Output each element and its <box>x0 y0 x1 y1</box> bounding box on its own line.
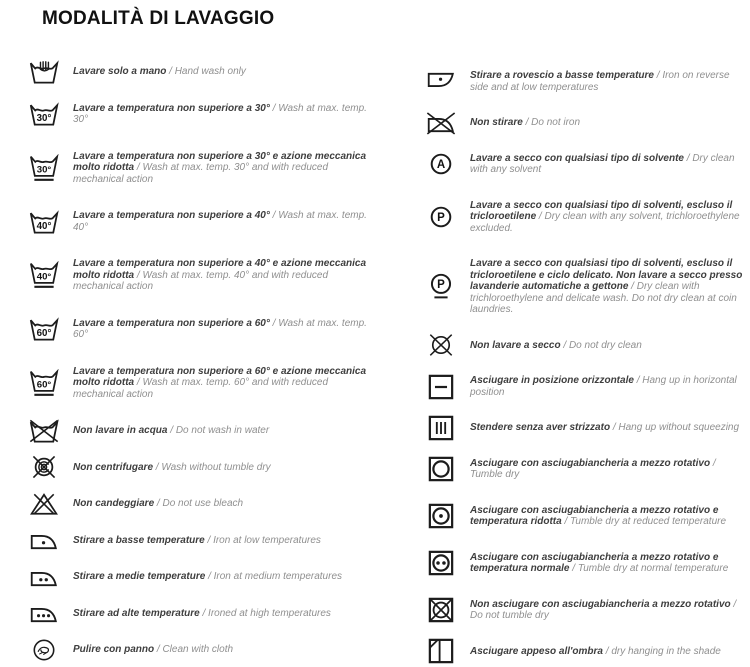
row-dry-clean-p-delicate <box>424 248 750 326</box>
label-italian: Stirare a medie temperature <box>73 571 205 582</box>
row-tumble-dry-normal <box>424 542 750 585</box>
right-column <box>424 60 750 667</box>
wash-temp-label: 40° <box>37 221 52 232</box>
label-italian: Lavare a temperatura non superiore a 40° <box>73 210 270 221</box>
row-dry-clean-any-solvent <box>424 143 750 186</box>
label-english: / Do not dry clean <box>563 340 641 351</box>
tumble-dry-low-icon <box>424 503 458 529</box>
label-italian: Stirare ad alte temperature <box>73 608 200 619</box>
do-not-tumble-dry-icon <box>424 597 458 623</box>
label-english: / Dry clean with any solvent <box>470 153 735 176</box>
label-english: / Do not iron <box>526 117 580 128</box>
label-english: / Do not wash in water <box>170 425 269 436</box>
hand-wash-icon <box>27 60 61 84</box>
do-not-iron-icon <box>424 111 458 135</box>
label-english: / Dry clean with any solvent, trichloroethylene excluded. <box>470 211 740 234</box>
iron-low-icon <box>27 528 61 552</box>
row-tumble-dry-low <box>424 495 750 538</box>
dry-clean-p-icon <box>424 204 458 230</box>
tumble-dry-icon <box>424 456 458 482</box>
label-english: / Iron on reverse side and at low temperatures <box>470 70 730 93</box>
tumble-dry-normal-icon <box>424 550 458 576</box>
wash-40-icon <box>27 210 61 234</box>
label-italian: Lavare a temperatura non superiore a 60° e azione meccanica molto ridotta <box>73 366 366 389</box>
row-dry-flat <box>424 365 750 408</box>
solvent-letter: P <box>437 212 445 224</box>
do-not-wash-icon <box>27 419 61 443</box>
label-italian: Stendere senza aver strizzato <box>470 422 610 433</box>
label-italian: Lavare a temperatura non superiore a 60° <box>73 318 270 329</box>
dry-clean-any-solvent-icon <box>424 151 458 177</box>
label-english: / Dry clean with trichloroethylene and delicate wash. Do not dry clean at coin laundries. <box>470 281 737 315</box>
row-hand-wash <box>27 56 379 88</box>
wash-30-icon <box>27 102 61 126</box>
clean-with-cloth-icon <box>27 638 61 662</box>
label-english: / Iron at medium temperatures <box>208 571 342 582</box>
label-italian: Non lavare in acqua <box>73 425 167 436</box>
row-dry-in-shade <box>424 636 750 667</box>
row-do-not-tumble-dry <box>424 589 750 632</box>
label-italian: Lavare a temperatura non superiore a 30° <box>73 103 270 114</box>
solvent-letter: P <box>437 279 445 291</box>
label-italian: Lavare a temperatura non superiore a 40° e azione meccanica molto ridotta <box>73 258 366 281</box>
label-english: / Iron at low temperatures <box>208 535 321 546</box>
label-italian: Asciugare appeso all'ombra <box>470 646 603 657</box>
label-english: / Wash at max. temp. 60° and with reduced mechanical action <box>73 377 328 400</box>
do-not-bleach-icon <box>27 492 61 516</box>
row-wash-60 <box>27 308 379 351</box>
label-italian: Lavare a temperatura non superiore a 30° e azione meccanica molto ridotta <box>73 151 366 174</box>
page-title: MODALITÀ DI LAVAGGIO <box>42 8 274 30</box>
label-english: / Hang up in horizontal position <box>470 375 737 398</box>
row-iron-low <box>27 525 379 557</box>
label-italian: Non stirare <box>470 117 523 128</box>
label-italian: Non lavare a secco <box>470 340 561 351</box>
wash-40-reduced-icon <box>27 261 61 289</box>
solvent-letter: A <box>437 159 446 171</box>
row-dry-clean-p <box>424 190 750 245</box>
left-column <box>27 56 379 666</box>
iron-medium-icon <box>27 565 61 589</box>
do-not-dry-clean-icon <box>424 332 458 358</box>
label-italian: Lavare a secco con qualsiasi tipo di solvente <box>470 153 684 164</box>
label-english: / Wash without tumble dry <box>156 462 271 473</box>
wash-temp-label: 60° <box>37 379 52 390</box>
dry-flat-icon <box>424 374 458 400</box>
iron-high-icon <box>27 601 61 625</box>
label-italian: Stirare a basse temperature <box>73 535 205 546</box>
label-italian: Lavare a secco con qualsiasi tipo di solventi, escluso il tricloroetilene <box>470 200 732 223</box>
label-english: / Tumble dry at normal temperature <box>572 563 728 574</box>
label-english: / Hang up without squeezing <box>613 422 739 433</box>
label-english: / Tumble dry <box>470 458 716 481</box>
label-italian: Pulire con panno <box>73 644 154 655</box>
row-wash-60-reduced <box>27 356 379 411</box>
row-do-not-dry-clean <box>424 330 750 362</box>
label-italian: Lavare a secco con qualsiasi tipo di solventi, escluso il tricloroetilene e ciclo delicato. Non lavare a secco presso lavanderie automatiche a gettone <box>470 258 742 292</box>
label-english: / Wash at max. temp. 30° <box>73 103 367 126</box>
label-english: / Wash at max. temp. 30° and with reduced mechanical action <box>73 162 328 185</box>
row-drip-dry <box>424 412 750 444</box>
label-english: / Wash at max. temp. 60° <box>73 318 367 341</box>
label-english: / Do not tumble dry <box>470 599 736 622</box>
label-english: / Wash at max. temp. 40° and with reduced mechanical action <box>73 270 328 293</box>
row-iron-high <box>27 598 379 630</box>
row-tumble-dry <box>424 448 750 491</box>
row-iron-medium <box>27 561 379 593</box>
wash-60-reduced-icon <box>27 369 61 397</box>
drip-dry-icon <box>424 415 458 441</box>
row-wash-30-reduced <box>27 141 379 196</box>
row-wash-40-reduced <box>27 248 379 303</box>
label-english: / Ironed at high temperatures <box>203 608 331 619</box>
dry-clean-p-delicate-icon <box>424 272 458 301</box>
label-english: / Hand wash only <box>169 66 246 77</box>
label-italian: Asciugare con asciugabiancheria a mezzo rotativo e temperatura ridotta <box>470 505 718 528</box>
iron-reverse-icon <box>424 70 458 94</box>
label-italian: Non centrifugare <box>73 462 153 473</box>
wash-temp-label: 30° <box>37 164 52 175</box>
wash-temp-label: 40° <box>37 272 52 283</box>
row-do-not-wash <box>27 415 379 447</box>
wash-temp-label: 60° <box>37 328 52 339</box>
row-wash-30 <box>27 93 379 136</box>
label-english: / dry hanging in the shade <box>606 646 721 657</box>
row-do-not-iron <box>424 107 750 139</box>
label-english: / Clean with cloth <box>157 644 233 655</box>
row-iron-reverse <box>424 60 750 103</box>
label-english: / Tumble dry at reduced temperature <box>564 516 726 527</box>
wash-30-reduced-icon <box>27 154 61 182</box>
label-italian: Non candeggiare <box>73 498 154 509</box>
wash-temp-label: 30° <box>37 113 52 124</box>
label-italian: Asciugare con asciugabiancheria a mezzo rotativo e temperatura normale <box>470 552 718 575</box>
label-italian: Asciugare in posizione orizzontale <box>470 375 634 386</box>
dry-in-shade-icon <box>424 638 458 664</box>
row-do-not-spin <box>27 452 379 484</box>
row-wash-40 <box>27 200 379 243</box>
row-clean-with-cloth <box>27 634 379 666</box>
label-italian: Lavare solo a mano <box>73 66 166 77</box>
label-italian: Non asciugare con asciugabiancheria a mezzo rotativo <box>470 599 731 610</box>
label-english: / Wash at max. temp. 40° <box>73 210 367 233</box>
label-italian: Asciugare con asciugabiancheria a mezzo rotativo <box>470 458 710 469</box>
label-italian: Stirare a rovescio a basse temperature <box>470 70 654 81</box>
wash-60-icon <box>27 317 61 341</box>
row-do-not-bleach <box>27 488 379 520</box>
label-english: / Do not use bleach <box>157 498 243 509</box>
